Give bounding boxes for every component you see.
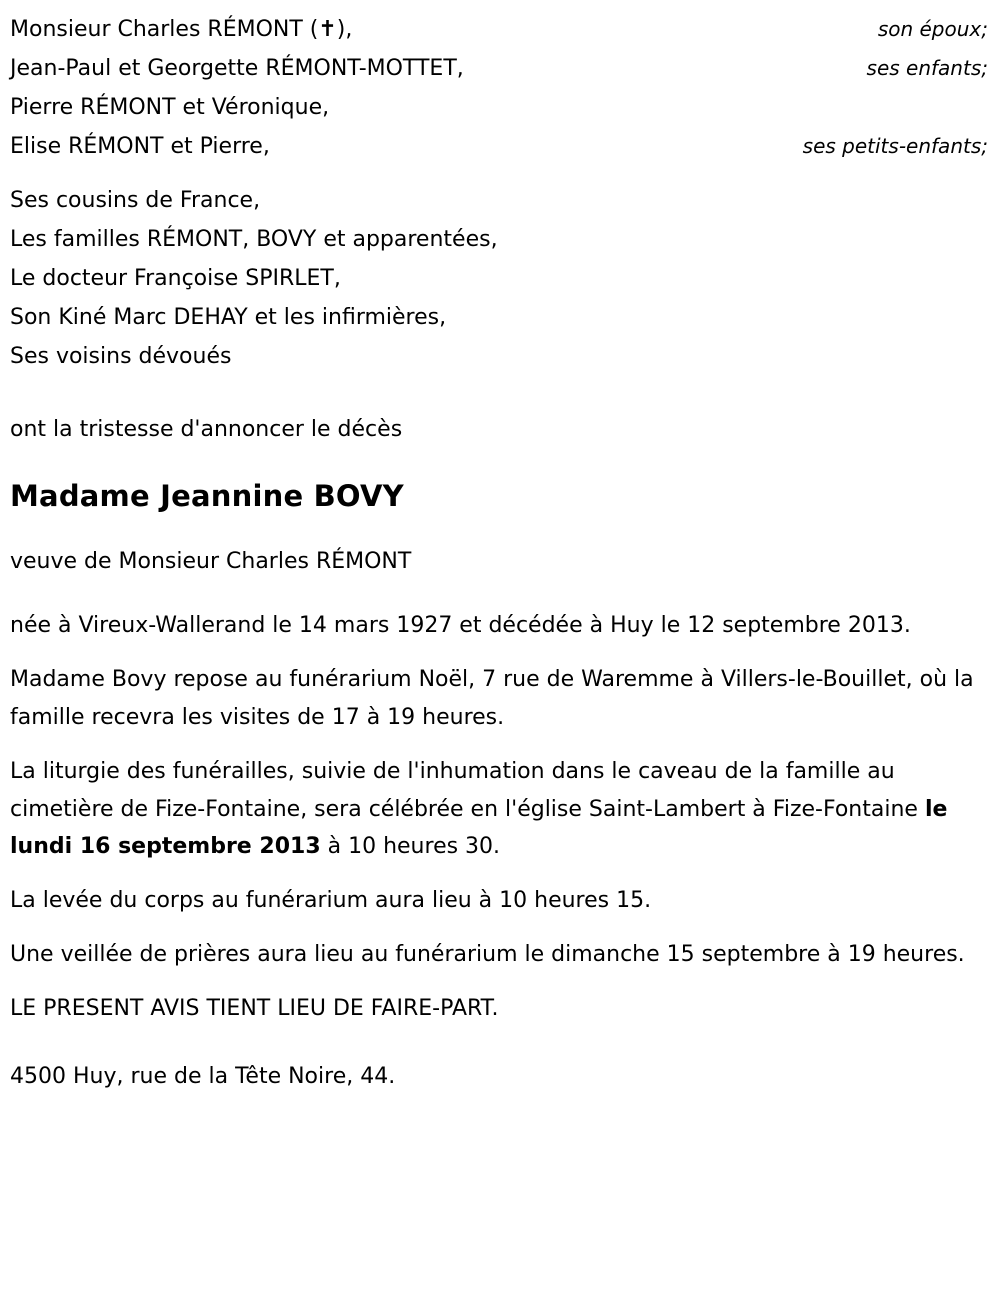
funeral-home-paragraph: Madame Bovy repose au funérarium Noël, 7 rue de Waremme à Villers-le-Bouillet, où la famille recevra les visites de 17 à 19 heures. — [10, 667, 974, 730]
mourner-line: Jean-Paul et Georgette RÉMONT-MOTTET, — [10, 56, 464, 82]
spacer — [10, 1044, 988, 1058]
prayer-vigil-paragraph: Une veillée de prières aura lieu au funérarium le dimanche 15 septembre à 19 heures. — [10, 942, 965, 968]
spacer — [10, 581, 988, 607]
relation-label: ses enfants; — [866, 55, 988, 80]
body-removal-paragraph: La levée du corps au funérarium aura lieu à 10 heures 15. — [10, 888, 652, 914]
spacer — [10, 376, 988, 410]
liturgy-date: le lundi 16 septembre 2013 — [10, 796, 948, 860]
liturgy-paragraph — [10, 753, 988, 866]
spacer — [10, 516, 988, 542]
relation-label-wrap — [867, 50, 988, 88]
deceased-name: Madame Jeannine BOVY — [10, 478, 404, 513]
mourner-line: Monsieur Charles RÉMONT (✝), — [10, 17, 353, 42]
liturgy-text-before: La liturgie des funérailles, suivie de l'inhumation dans le caveau de la famille au cimetière de Fize-Fontaine, sera célébrée en l'église Saint-Lambert à Fize-Fontaine — [10, 758, 925, 822]
mourner-names — [10, 49, 464, 88]
address-line: 4500 Huy, rue de la Tête Noire, 44. — [10, 1063, 396, 1089]
list-item: Les familles RÉMONT, BOVY et apparentées, — [10, 226, 498, 252]
relation-label-wrap — [803, 128, 988, 166]
list-item: Ses cousins de France, — [10, 187, 261, 213]
birth-death-paragraph: née à Vireux-Wallerand le 14 mars 1927 et décédée à Huy le 12 septembre 2013. — [10, 613, 911, 639]
mourner-group-spouse — [10, 10, 988, 49]
list-item: Son Kiné Marc DEHAY et les infirmières, — [10, 305, 447, 331]
mourner-group-grandchildren — [10, 88, 988, 166]
list-item: Ses voisins dévoués — [10, 344, 232, 370]
mourner-line: Elise RÉMONT et Pierre, — [10, 134, 270, 160]
list-item: Le docteur Françoise SPIRLET, — [10, 265, 341, 291]
mourner-group-children — [10, 49, 988, 88]
announcement-text: ont la tristesse d'annoncer le décès — [10, 417, 403, 443]
relation-label: son époux; — [877, 16, 988, 41]
liturgy-text-after: à 10 heures 30. — [320, 834, 501, 860]
mourner-names — [10, 10, 352, 49]
relation-label-wrap — [878, 11, 988, 49]
mourner-names — [10, 88, 329, 166]
widow-of-text: veuve de Monsieur Charles RÉMONT — [10, 549, 412, 575]
spacer — [10, 167, 988, 181]
other-mourners-list — [10, 181, 988, 377]
mourner-line: Pierre RÉMONT et Véronique, — [10, 95, 330, 121]
legal-notice-paragraph: LE PRESENT AVIS TIENT LIEU DE FAIRE-PART. — [10, 995, 499, 1021]
spacer — [10, 450, 988, 476]
relation-label: ses petits-enfants; — [802, 134, 988, 159]
